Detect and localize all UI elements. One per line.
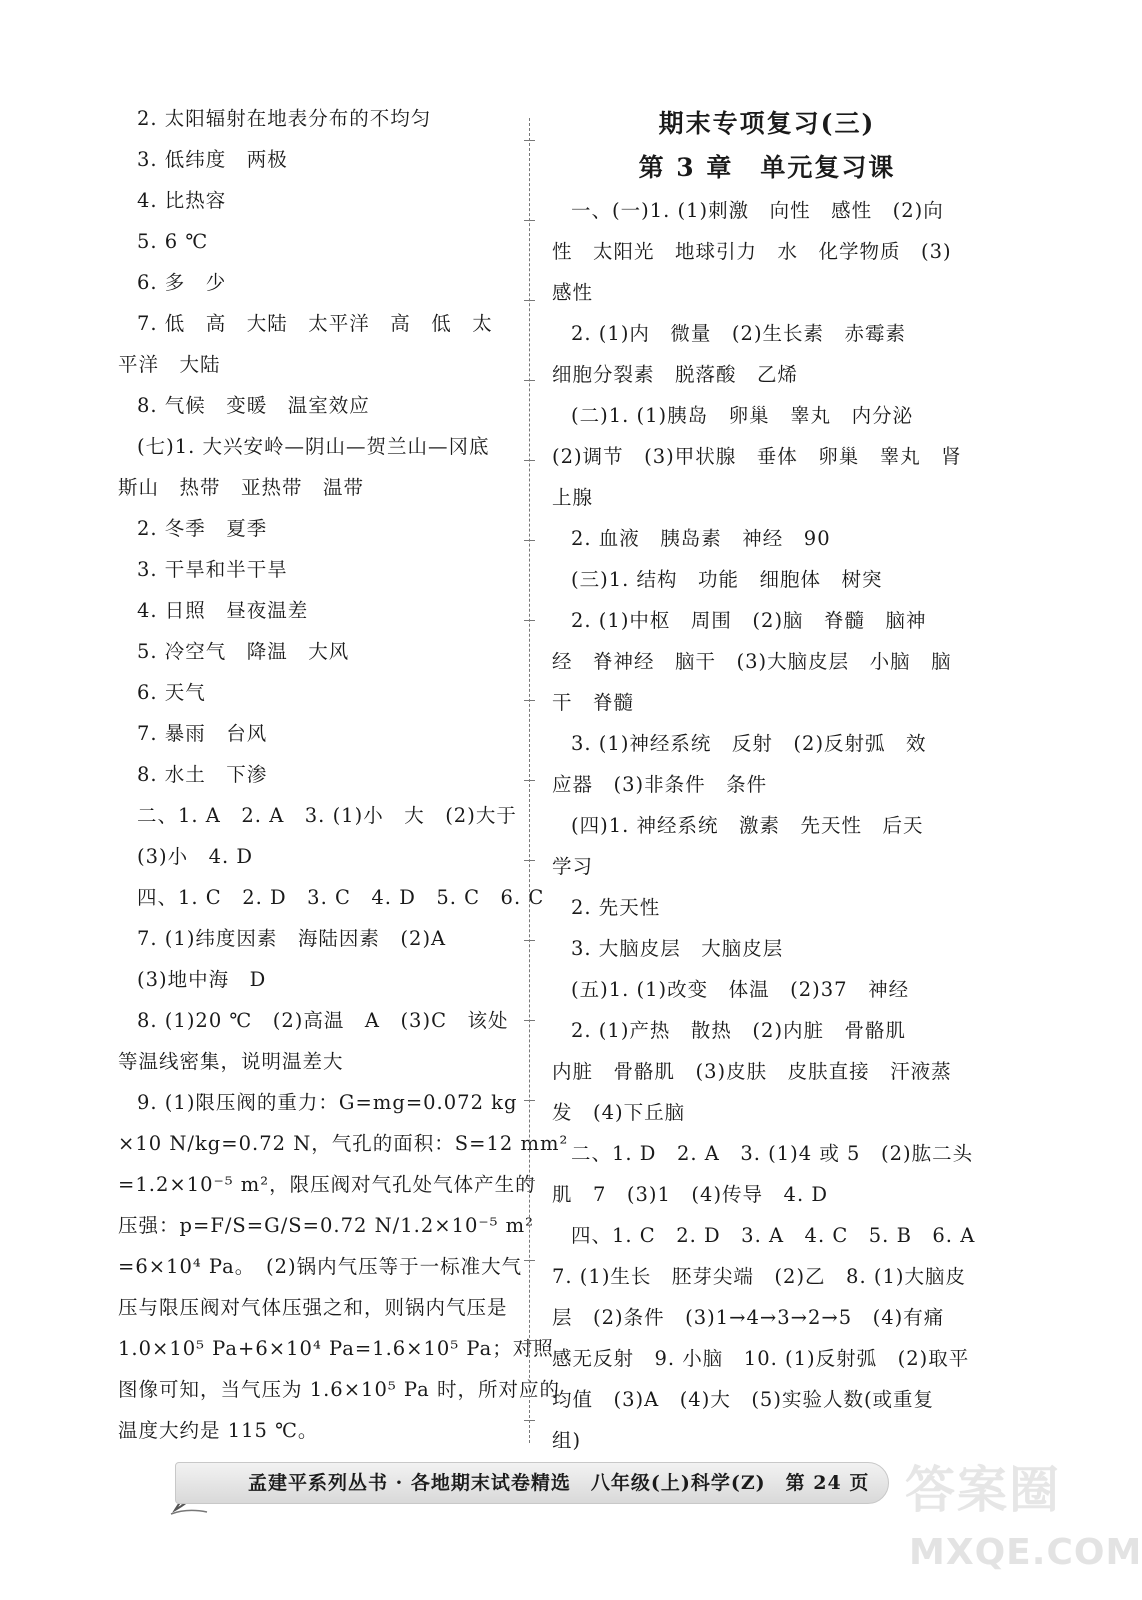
right-line: 组) [552, 1429, 582, 1452]
divider-tick [524, 460, 535, 461]
left-line: 8. 水土 下渗 [137, 763, 268, 786]
right-line: 2. (1)产热 散热 (2)内脏 骨骼肌 [571, 1019, 907, 1042]
left-line: =6×10⁴ Pa。 (2)锅内气压等于一标准大气 [118, 1255, 523, 1278]
divider-tick [524, 1260, 535, 1261]
divider-tick [524, 1340, 535, 1341]
left-line: 7. (1)纬度因素 海陆因素 (2)A [137, 927, 447, 950]
left-line: 4. 比热容 [137, 189, 227, 212]
left-line: ×10 N/kg=0.72 N，气孔的面积：S=12 mm² [118, 1132, 569, 1155]
right-line: 发 (4)下丘脑 [552, 1101, 686, 1124]
right-line: 细胞分裂素 脱落酸 乙烯 [552, 363, 799, 386]
left-line: 8. (1)20 ℃ (2)高温 A (3)C 该处 [137, 1009, 509, 1032]
right-line: 2. (1)中枢 周围 (2)脑 脊髓 脑神 [571, 609, 927, 632]
right-line: 上腺 [552, 486, 594, 509]
left-line: 2. 太阳辐射在地表分布的不均匀 [137, 107, 432, 130]
left-line: (3)小 4. D [137, 845, 254, 868]
right-line: (三)1. 结构 功能 细胞体 树突 [571, 568, 883, 591]
divider-tick [524, 700, 535, 701]
right-line: 层 (2)条件 (3)1→4→3→2→5 (4)有痛 [552, 1306, 945, 1329]
left-line: 压强：p=F/S=G/S=0.72 N/1.2×10⁻⁵ m² [118, 1214, 534, 1237]
left-line: 二、1. A 2. A 3. (1)小 大 (2)大于 [137, 804, 517, 827]
left-line: 7. 低 高 大陆 太平洋 高 低 太 [137, 312, 493, 335]
right-column [552, 98, 982, 1461]
page-footer [175, 1462, 889, 1504]
left-line: =1.2×10⁻⁵ m²，限压阀对气孔处气体产生的 [118, 1173, 536, 1196]
right-line: 3. (1)神经系统 反射 (2)反射弧 效 [571, 732, 927, 755]
left-line: 6. 天气 [137, 681, 206, 704]
right-line: 均值 (3)A (4)大 (5)实验人数(或重复 [552, 1388, 935, 1411]
watermark-logo: 答案圈 [905, 1461, 1061, 1519]
right-line: 感无反射 9. 小脑 10. (1)反射弧 (2)取平 [552, 1347, 970, 1370]
left-line: 1.0×10⁵ Pa+6×10⁴ Pa=1.6×10⁵ Pa；对照 [118, 1337, 554, 1360]
right-line: 3. 大脑皮层 大脑皮层 [571, 937, 784, 960]
watermark [895, 1450, 1142, 1595]
left-line: 4. 日照 昼夜温差 [137, 599, 309, 622]
left-line: 7. 暴雨 台风 [137, 722, 268, 745]
right-line: 感性 [552, 281, 594, 304]
left-line: 9. (1)限压阀的重力：G=mg=0.072 kg [137, 1091, 518, 1114]
divider-tick [524, 940, 535, 941]
divider-tick [524, 1020, 535, 1021]
right-line: 肌 7 (3)1 (4)传导 4. D [552, 1183, 828, 1206]
divider-tick [524, 860, 535, 861]
divider-tick [524, 1180, 535, 1181]
left-line: (3)地中海 D [137, 968, 267, 991]
watermark-url: MXQE.COM [909, 1532, 1142, 1573]
right-line: 2. (1)内 微量 (2)生长素 赤霉素 [571, 322, 907, 345]
right-line: 一、(一)1. (1)刺激 向性 感性 (2)向 [571, 199, 944, 222]
right-line: (四)1. 神经系统 激素 先天性 后天 [571, 814, 924, 837]
left-column [118, 98, 569, 1451]
left-line: 2. 冬季 夏季 [137, 517, 268, 540]
left-line: 3. 低纬度 两极 [137, 148, 288, 171]
right-line: 四、1. C 2. D 3. A 4. C 5. B 6. A [571, 1224, 976, 1247]
left-line: 平洋 大陆 [118, 353, 221, 376]
left-line: 8. 气候 变暖 温室效应 [137, 394, 370, 417]
right-line: 干 脊髓 [552, 691, 635, 714]
divider-tick [524, 220, 535, 221]
divider-tick [524, 380, 535, 381]
left-line: 压与限压阀对气体压强之和，则锅内气压是 [118, 1296, 508, 1319]
left-line: 四、1. C 2. D 3. C 4. D 5. C 6. C [137, 886, 545, 909]
right-line: 经 脊神经 脑干 (3)大脑皮层 小脑 脑 [552, 650, 952, 673]
right-line: 2. 先天性 [571, 896, 661, 919]
divider-tick [524, 300, 535, 301]
divider-tick [524, 540, 535, 541]
right-line: 内脏 骨骼肌 (3)皮肤 皮肤直接 汗液蒸 [552, 1060, 952, 1083]
left-line: 图像可知，当气压为 1.6×10⁵ Pa 时，所对应的 [118, 1378, 560, 1401]
left-line: 等温线密集，说明温差大 [118, 1050, 344, 1073]
left-line: 温度大约是 115 ℃。 [118, 1419, 319, 1442]
left-line: (七)1. 大兴安岭—阴山—贺兰山—冈底 [137, 435, 490, 458]
left-line: 5. 冷空气 降温 大风 [137, 640, 350, 663]
divider-tick [524, 1100, 535, 1101]
left-line: 3. 干旱和半干旱 [137, 558, 288, 581]
left-line: 斯山 热带 亚热带 温带 [118, 476, 365, 499]
right-line: (2)调节 (3)甲状腺 垂体 卵巢 睾丸 肾 [552, 445, 962, 468]
right-line: (五)1. (1)改变 体温 (2)37 神经 [571, 978, 910, 1001]
section-title: 期末专项复习(三) [658, 109, 876, 138]
right-answer-lines [552, 190, 982, 1461]
right-line: 学习 [552, 855, 594, 878]
left-line: 5. 6 ℃ [137, 230, 209, 253]
divider-tick [524, 620, 535, 621]
right-line: (二)1. (1)胰岛 卵巢 睾丸 内分泌 [571, 404, 914, 427]
section-subtitle: 第 3 章 单元复习课 [638, 153, 896, 182]
divider-tick [524, 140, 535, 141]
left-line: 6. 多 少 [137, 271, 227, 294]
divider-tick [524, 1420, 535, 1421]
right-line: 性 太阳光 地球引力 水 化学物质 (3) [552, 240, 952, 263]
right-line: 7. (1)生长 胚芽尖端 (2)乙 8. (1)大脑皮 [552, 1265, 966, 1288]
divider-tick [524, 780, 535, 781]
right-line: 应器 (3)非条件 条件 [552, 773, 768, 796]
right-line: 2. 血液 胰岛素 神经 90 [571, 527, 831, 550]
right-line: 二、1. D 2. A 3. (1)4 或 5 (2)肱二头 [571, 1142, 974, 1165]
footer-text: 孟建平系列丛书 · 各地期末试卷精选 八年级(上)科学(Z) 第 24 页 [248, 1472, 870, 1494]
